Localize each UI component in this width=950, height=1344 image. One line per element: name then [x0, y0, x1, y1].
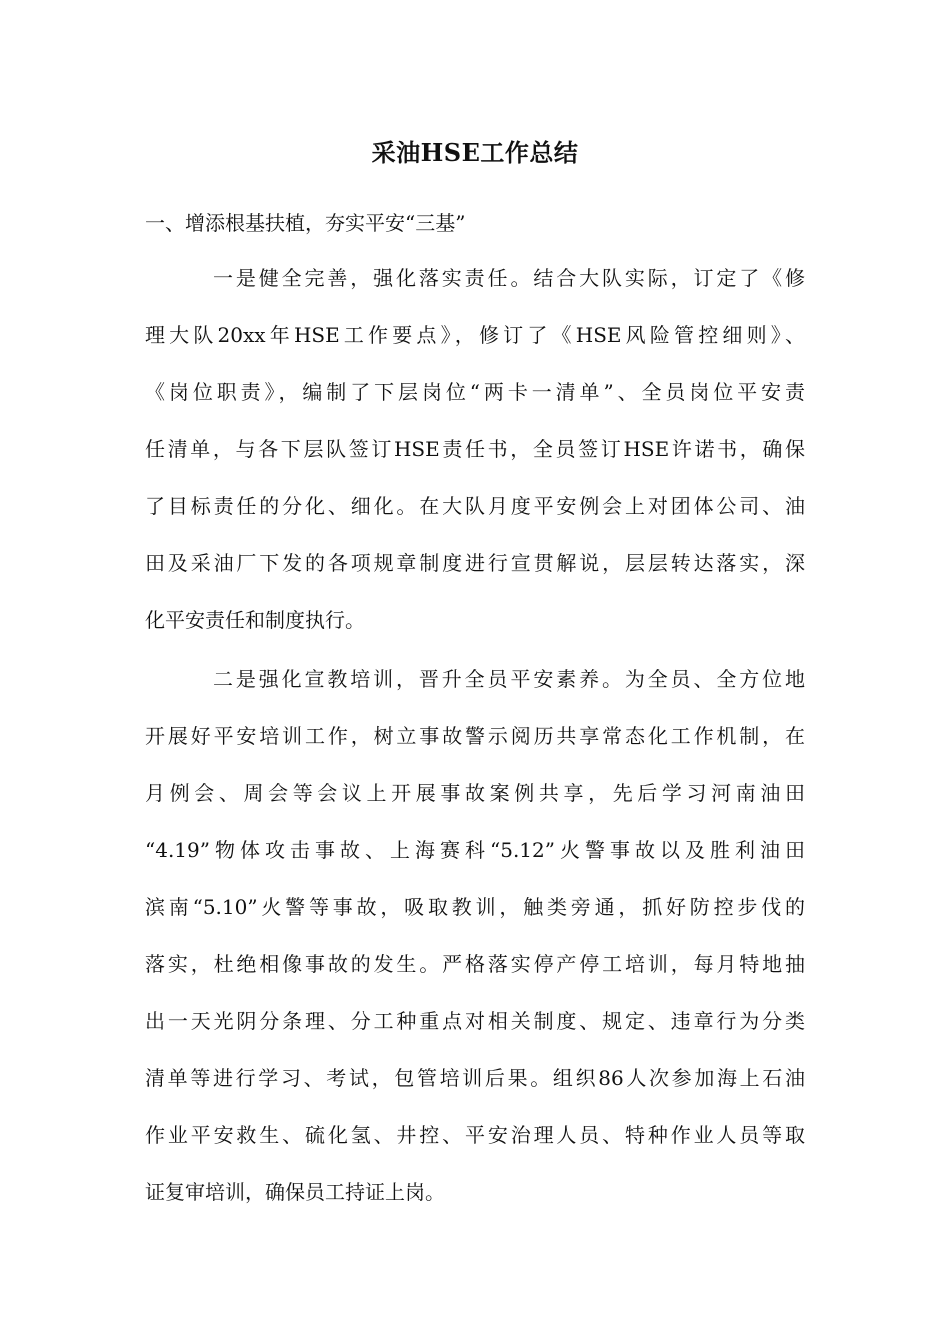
- section-heading: 一、增添根基扶植，夯实平安“三基”: [145, 211, 466, 235]
- paragraph-2-line-4: “4.19”物体攻击事故、上海赛科“5.12”火警事故以及胜利油田: [145, 838, 805, 862]
- paragraph-2-line-2: 开展好平安培训工作，树立事故警示阅历共享常态化工作机制，在: [145, 724, 805, 748]
- paragraph-1-line-6: 田及采油厂下发的各项规章制度进行宣贯解说，层层转达落实，深: [145, 551, 805, 575]
- paragraph-2-line-9: 作业平安救生、硫化氢、井控、平安治理人员、特种作业人员等取: [145, 1123, 805, 1147]
- paragraph-2-line-6: 落实，杜绝相像事故的发生。严格落实停产停工培训，每月特地抽: [145, 952, 805, 976]
- document-title: 采油HSE工作总结: [371, 138, 579, 167]
- paragraph-1-line-5: 了目标责任的分化、细化。在大队月度平安例会上对团体公司、油: [145, 494, 805, 518]
- paragraph-2-line-3: 月例会、周会等会议上开展事故案例共享，先后学习河南油田: [145, 781, 805, 805]
- paragraph-2-line-7: 出一天光阴分条理、分工种重点对相关制度、规定、违章行为分类: [145, 1009, 805, 1033]
- paragraph-2-line-8: 清单等进行学习、考试，包管培训后果。组织86人次参加海上石油: [145, 1066, 805, 1090]
- paragraph-1-line-1: 一是健全完善，强化落实责任。结合大队实际，订定了《修: [213, 266, 805, 290]
- paragraph-2-line-1: 二是强化宣教培训，晋升全员平安素养。为全员、全方位地: [213, 667, 805, 691]
- paragraph-2-line-5: 滨南“5.10”火警等事故，吸取教训，触类旁通，抓好防控步伐的: [145, 895, 805, 919]
- paragraph-2-line-10: 证复审培训，确保员工持证上岗。: [145, 1180, 445, 1204]
- paragraph-1-line-2: 理大队20xx年HSE工作要点》，修订了《HSE风险管控细则》、: [145, 323, 805, 347]
- paragraph-1-line-4: 任清单，与各下层队签订HSE责任书，全员签订HSE许诺书，确保: [145, 437, 805, 461]
- paragraph-1-line-3: 《岗位职责》，编制了下层岗位“两卡一清单”、全员岗位平安责: [145, 380, 805, 404]
- paragraph-1-line-7: 化平安责任和制度执行。: [145, 608, 365, 632]
